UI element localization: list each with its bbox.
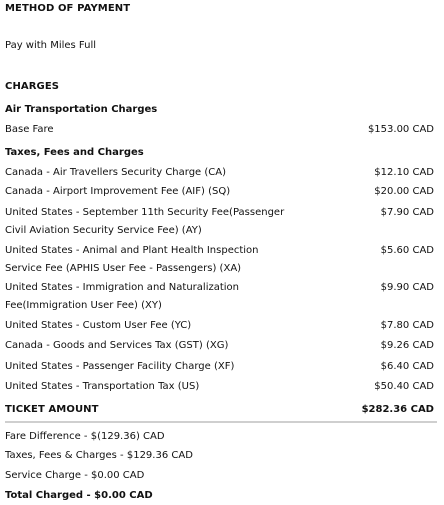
tax-item-amount: $50.40 CAD <box>374 381 434 392</box>
charges-heading: CHARGES <box>5 81 60 92</box>
base-fare-label: Base Fare <box>5 124 54 135</box>
tax-item-line: Canada - Airport Improvement Fee (AIF) (SQ) <box>5 186 231 197</box>
tax-item-line: Canada - Air Travellers Security Charge (CA) <box>5 167 227 178</box>
method-of-payment-heading: METHOD OF PAYMENT <box>5 3 131 14</box>
tax-item-line: United States - Custom User Fee (YC) <box>5 320 192 331</box>
ticket-amount-value: $282.36 CAD <box>361 404 434 415</box>
tax-item-amount: $20.00 CAD <box>374 186 434 197</box>
ticket-amount-label: TICKET AMOUNT <box>5 404 99 415</box>
tax-item-amount: $7.90 CAD <box>380 207 434 218</box>
total-charged: Total Charged - $0.00 CAD <box>5 490 153 501</box>
tax-item-amount: $6.40 CAD <box>380 361 434 372</box>
tax-item-line: United States - Passenger Facility Charge (XF) <box>5 361 235 372</box>
tax-item-amount: $9.26 CAD <box>380 340 434 351</box>
service-charge: Service Charge - $0.00 CAD <box>5 470 145 481</box>
tax-item-amount: $7.80 CAD <box>380 320 434 331</box>
tax-item-line: United States - Immigration and Naturalization <box>5 282 239 293</box>
air-transport-heading: Air Transportation Charges <box>5 104 158 115</box>
fare-difference: Fare Difference - $(129.36) CAD <box>5 431 165 442</box>
tax-item-line-2: Service Fee (APHIS User Fee - Passengers) (XA) <box>5 263 242 274</box>
tax-item-amount: $5.60 CAD <box>380 245 434 256</box>
tax-item-line: Canada - Goods and Services Tax (GST) (XG) <box>5 340 229 351</box>
payment-method: Pay with Miles Full <box>5 40 97 51</box>
divider <box>5 421 437 423</box>
taxes-fees-total: Taxes, Fees & Charges - $129.36 CAD <box>5 450 193 461</box>
tax-item-amount: $9.90 CAD <box>380 282 434 293</box>
tax-item-line: United States - Animal and Plant Health Inspection <box>5 245 259 256</box>
tax-item-line-2: Fee(Immigration User Fee) (XY) <box>5 300 162 311</box>
taxes-heading: Taxes, Fees and Charges <box>5 147 144 158</box>
tax-item-line: United States - September 11th Security Fee(Passenger <box>5 207 285 218</box>
base-fare-amount: $153.00 CAD <box>367 124 434 135</box>
tax-item-line-2: Civil Aviation Security Service Fee) (AY) <box>5 225 202 236</box>
tax-item-line: United States - Transportation Tax (US) <box>5 381 200 392</box>
tax-item-amount: $12.10 CAD <box>374 167 434 178</box>
